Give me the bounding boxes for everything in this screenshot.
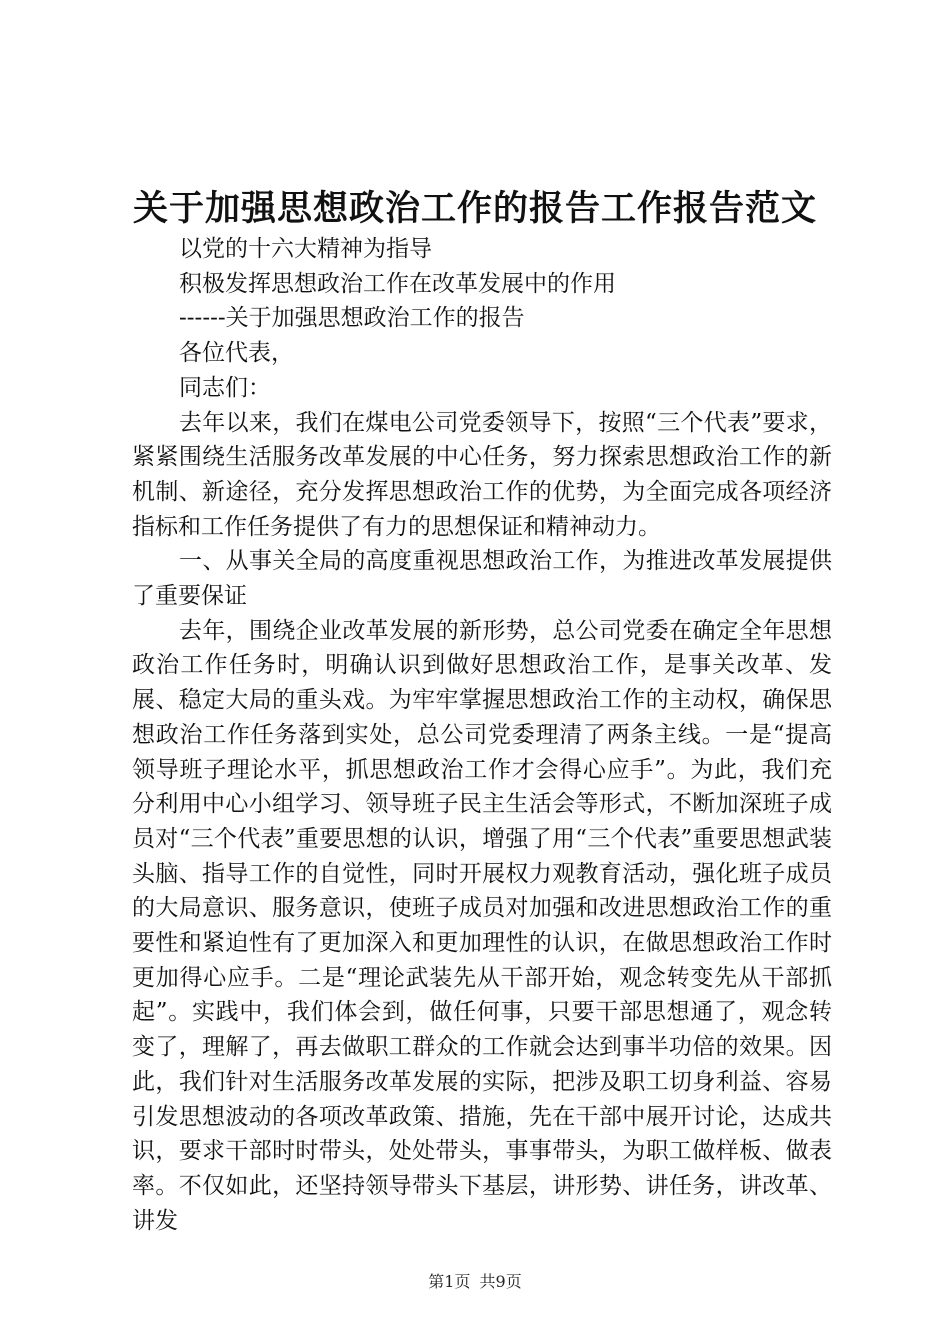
section-heading: 一、从事关全局的高度重视思想政治工作，为推进改革发展提供了重要保证 — [132, 548, 832, 610]
body-paragraph: 去年，围绕企业改革发展的新形势，总公司党委在确定全年思想政治工作任务时，明确认识到做好思想政治工作，是事关改革、发展、稳定大局的重头戏。为牢牢掌握思想政治工作的主动权，确保思想政治工作任务落到实处，总公司党委理清了两条主线。一是“提高领导班子理论水平，抓思想政治工作才会得心应手”。为此，我们充分利用中心小组学习、领导班子民主生活会等形式，不断加深班子成员对“三个代表”重要思想的认识，增强了用“三个代表”重要思想武装头脑、指导工作的自觉性，同时开展权力观教育活动，强化班子成员的大局意识、服务意识，使班子成员对加强和改进思想政治工作的重要性和紧迫性有了更加深入和更加理性的认识，在做思想政治工作时更加得心应手。二是“理论武装先从干部开始，观念转变先从干部抓起”。实践中，我们体会到，做任何事，只要干部思想通了，观念转变了，理解了，再去做职工群众的工作就会达到事半功倍的效果。因此，我们针对生活服务改革发展的实际，把涉及职工切身利益、容易引发思想波动的各项改革政策、措施，先在干部中展开讨论，达成共识，要求干部时时带头，处处带头，事事带头，为职工做样板、做表率。不仅如此，还坚持领导带头下基层，讲形势、讲任务，讲改革、讲发 — [132, 617, 832, 1234]
body-paragraph: 去年以来，我们在煤电公司党委领导下，按照“三个代表”要求，紧紧围绕生活服务改革发展的中心任务，努力探索思想政治工作的新机制、新途径，充分发挥思想政治工作的优势，为全面完成各项经济指标和工作任务提供了有力的思想保证和精神动力。 — [132, 409, 832, 540]
document-body — [132, 232, 832, 1238]
subtitle-line: 以党的十六大精神为指导 — [179, 236, 432, 262]
salutation-line: 各位代表， — [179, 340, 294, 367]
page-total: 共9页 — [479, 1272, 522, 1291]
document-title: 关于加强思想政治工作的报告工作报告范文 — [132, 188, 817, 229]
salutation-line: 同志们： — [179, 374, 271, 401]
subtitle-line: ------关于加强思想政治工作的报告 — [179, 305, 525, 332]
page-footer — [0, 1271, 950, 1293]
page-number: 第1页 — [428, 1272, 471, 1291]
subtitle-line: 积极发挥思想政治工作在改革发展中的作用 — [179, 270, 616, 297]
